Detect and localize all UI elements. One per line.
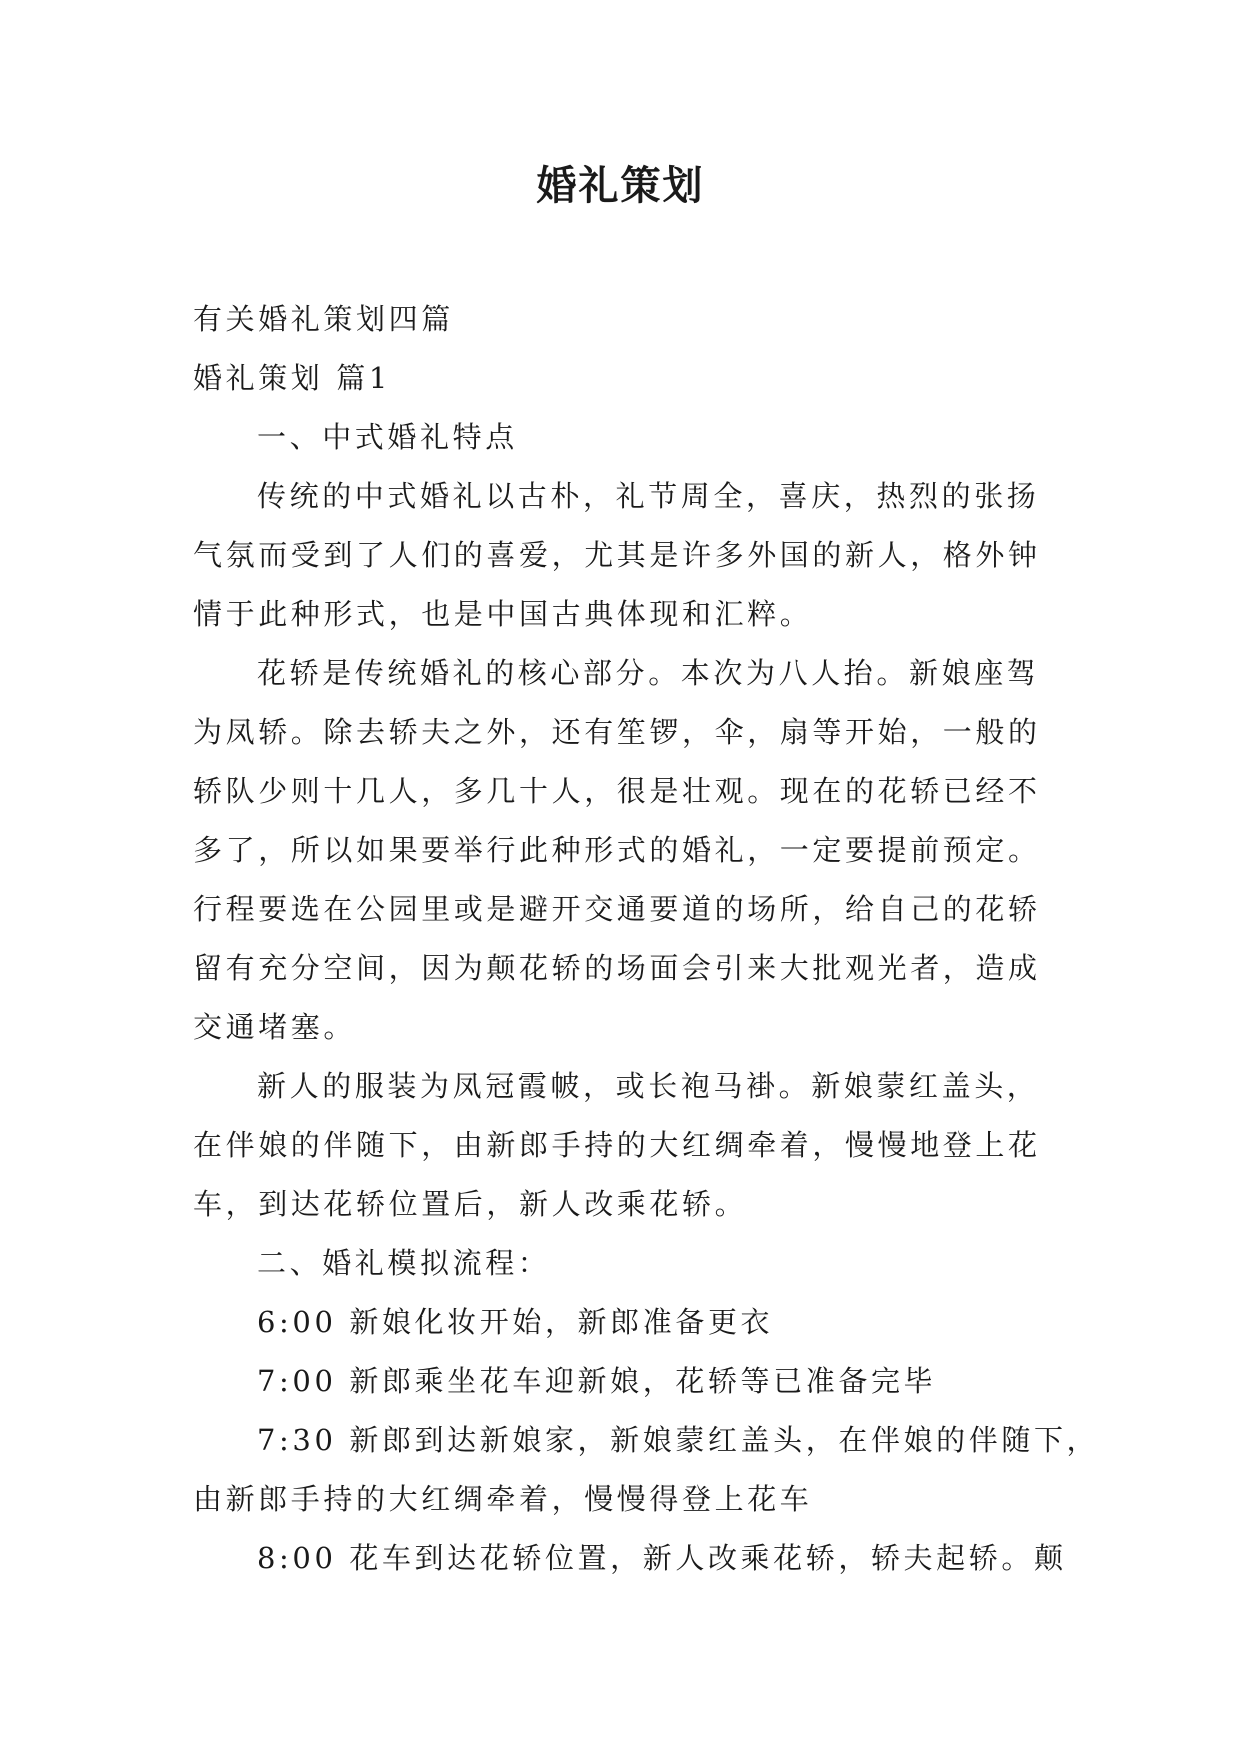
text-line: 二、婚礼模拟流程： <box>257 1246 551 1280</box>
text-line: 车，到达花轿位置后，新人改乘花轿。 <box>193 1187 748 1221</box>
text-line: 情于此种形式，也是中国古典体现和汇粹。 <box>193 597 813 631</box>
text-line: 花轿是传统婚礼的核心部分。本次为八人抬。新娘座驾 <box>257 656 1040 690</box>
text-line: 有关婚礼策划四篇 <box>193 302 454 336</box>
text-line: 6:00 新娘化妆开始，新郎准备更衣 <box>257 1305 774 1339</box>
text-line: 在伴娘的伴随下，由新郎手持的大红绸牵着，慢慢地登上花 <box>193 1128 1041 1162</box>
document-title: 婚礼策划 <box>536 162 705 209</box>
text-line: 多了，所以如果要举行此种形式的婚礼，一定要提前预定。 <box>193 833 1041 867</box>
text-line: 新人的服装为凤冠霞帔，或长袍马褂。新娘蒙红盖头， <box>257 1069 1040 1103</box>
document-body <box>193 290 1100 1588</box>
text-line: 气氛而受到了人们的喜爱，尤其是许多外国的新人，格外钟 <box>193 538 1041 572</box>
text-line: 一、中式婚礼特点 <box>257 420 518 454</box>
text-line: 交通堵塞。 <box>193 1010 357 1044</box>
text-line: 行程要选在公园里或是避开交通要道的场所，给自己的花轿 <box>193 892 1041 926</box>
text-line: 传统的中式婚礼以古朴，礼节周全，喜庆，热烈的张扬 <box>257 479 1040 513</box>
text-line: 7:30 新郎到达新娘家，新娘蒙红盖头，在伴娘的伴随下， <box>257 1423 1100 1457</box>
text-line: 婚礼策划 篇1 <box>193 361 391 395</box>
text-line: 为凤轿。除去轿夫之外，还有笙锣，伞，扇等开始，一般的 <box>193 715 1041 749</box>
text-line: 8:00 花车到达花轿位置，新人改乘花轿，轿夫起轿。颠 <box>257 1541 1067 1575</box>
text-line: 轿队少则十几人，多几十人，很是壮观。现在的花轿已经不 <box>193 774 1041 808</box>
text-line: 7:00 新郎乘坐花车迎新娘，花轿等已准备完毕 <box>257 1364 937 1398</box>
text-line: 由新郎手持的大红绸牵着，慢慢得登上花车 <box>193 1482 813 1516</box>
text-line: 留有充分空间，因为颠花轿的场面会引来大批观光者，造成 <box>193 951 1041 985</box>
